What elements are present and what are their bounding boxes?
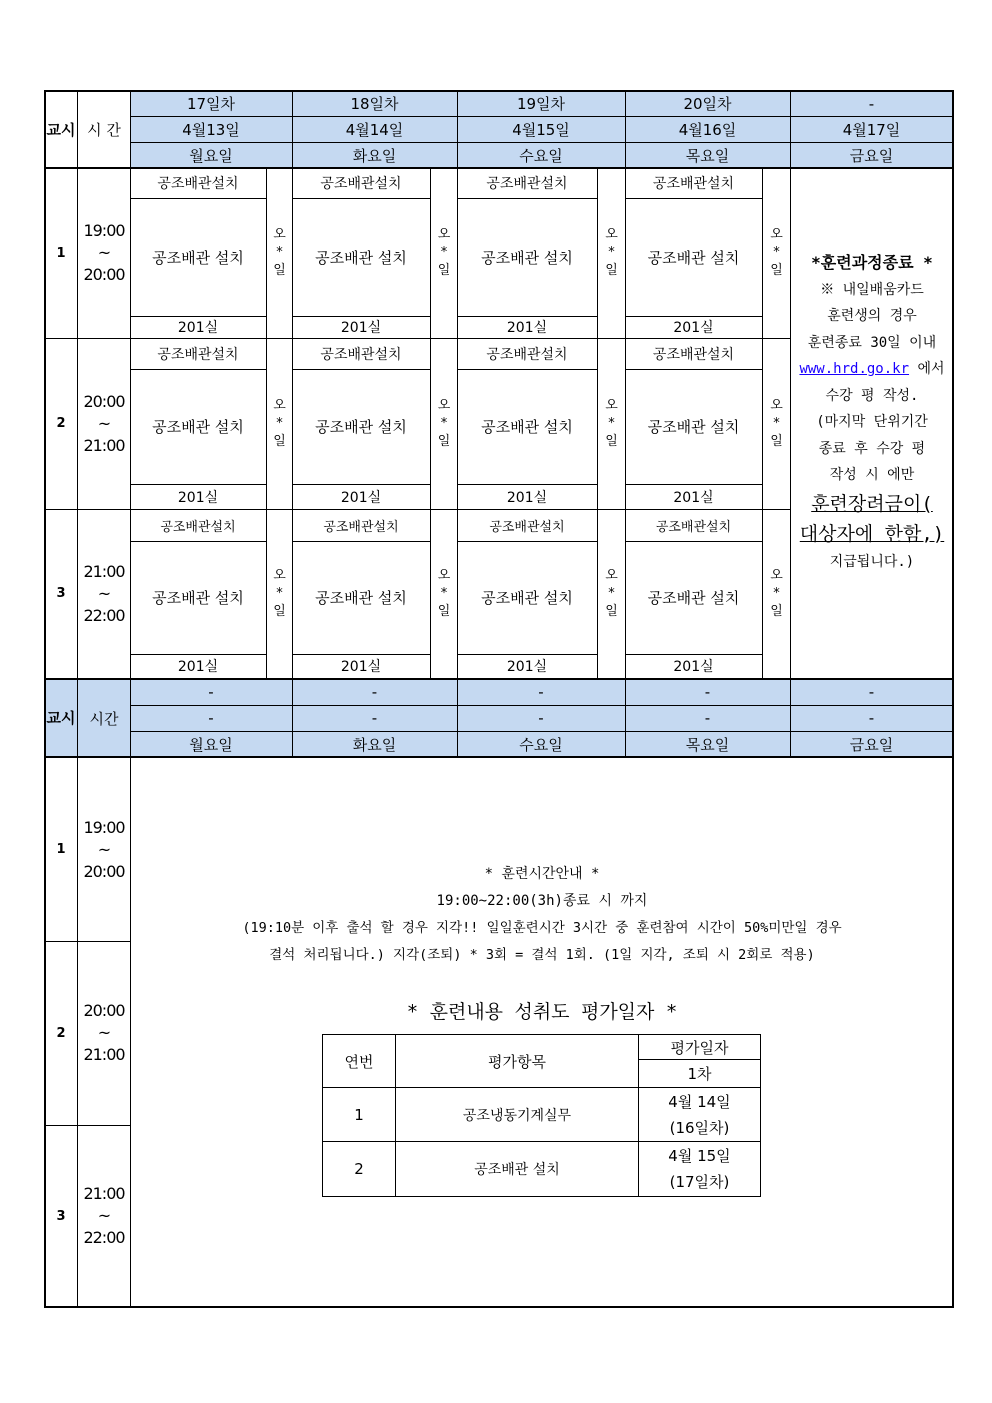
- time-slot: 20:00 ~ 21:00: [83, 391, 125, 455]
- time-slot: 21:00 ~ 22:00: [83, 1184, 125, 1247]
- subject-label: 공조배관설치: [486, 176, 568, 192]
- subject-cell: 공조배관 설치: [647, 418, 740, 436]
- eval-date: 4월 14일 (16일차): [639, 1088, 761, 1142]
- room-label: 201실: [340, 320, 382, 336]
- mark-cell: 오 * 일: [605, 227, 618, 278]
- time-slot: 21:00 ~ 22:00: [83, 561, 125, 625]
- mark-cell: 오 * 일: [770, 227, 783, 278]
- col-item-header: 평가항목: [396, 1035, 639, 1088]
- subject-cell: 공조배관 설치: [152, 248, 244, 267]
- col-no-header: 연번: [323, 1035, 396, 1088]
- mark-cell: 오 * 일: [437, 397, 451, 449]
- weekday-tue: 화요일: [352, 735, 397, 754]
- subject-label: 공조배관설치: [157, 347, 239, 363]
- date-thu: 4월16일: [678, 120, 737, 139]
- period-number: 1: [56, 842, 66, 857]
- eval-item: 공조배관 설치: [396, 1142, 639, 1197]
- subject-cell: 공조배관 설치: [647, 589, 740, 607]
- time-header: 시 간: [87, 121, 121, 139]
- subject-label: 공조배관설치: [160, 520, 236, 535]
- period-number: 2: [56, 1025, 66, 1041]
- day-number-mon: 17일차: [186, 95, 236, 113]
- room-label: 201실: [506, 320, 548, 336]
- subject-cell: 공조배관 설치: [481, 248, 573, 267]
- room-label: 201실: [177, 320, 219, 336]
- room-label: 201실: [177, 489, 219, 506]
- evaluation-title: * 훈련내용 성취도 평가일자 *: [406, 1000, 678, 1023]
- day-number-cell: -: [208, 683, 214, 701]
- subject-label: 공조배관설치: [489, 520, 565, 535]
- subject-label: 공조배관설치: [486, 347, 568, 363]
- date-cell: -: [538, 709, 544, 727]
- period-number: 3: [56, 1208, 66, 1224]
- weekday-wed: 수요일: [519, 146, 563, 165]
- subject-cell: 공조배관 설치: [481, 589, 573, 607]
- mark-cell: 오 * 일: [437, 227, 451, 278]
- day-number-cell: -: [868, 683, 875, 701]
- subject-cell: 공조배관 설치: [481, 418, 573, 436]
- time-header: 시간: [89, 709, 119, 728]
- room-label: 201실: [506, 489, 548, 506]
- hrd-link[interactable]: www.hrd.go.kr: [799, 361, 910, 377]
- weekday-mon: 월요일: [189, 735, 233, 754]
- date-tue: 4월14일: [345, 120, 404, 139]
- course-end-notice: *훈련과정종료 * ※ 내일배움카드 훈련생의 경우 훈련종료 30일 이내 www.hrd.go.kr 에서 수강 평 작성. (마지막 단위기간 종료 후 수강 평 작성 시 에만 훈련장려금이( 대상자에 한함,) 지급됩니다.): [799, 253, 945, 570]
- date-mon: 4월13일: [182, 120, 240, 139]
- notice-line: (19:10분 이후 출석 할 경우 지각!! 일일훈련시간 3시간 중 훈련참여 시간이 50%미만일 경우: [242, 919, 842, 936]
- subject-cell: 공조배관 설치: [315, 589, 407, 607]
- weekday-fri: 금요일: [849, 735, 894, 754]
- room-label: 201실: [340, 489, 382, 506]
- mark-cell: 오 * 일: [437, 567, 451, 619]
- time-slot: 20:00 ~ 21:00: [83, 1001, 125, 1064]
- room-label: 201실: [340, 659, 382, 675]
- subject-label: 공조배관설치: [652, 347, 735, 363]
- col-date-header: 평가일자: [639, 1035, 761, 1060]
- subject-label: 공조배관설치: [320, 347, 402, 363]
- subject-cell: 공조배관 설치: [315, 248, 407, 267]
- notice-line: 결석 처리됩니다.) 지각(조퇴) * 3회 = 결석 1회. (1일 지각, 조퇴 시 2회로 적용): [269, 946, 815, 963]
- subject-cell: 공조배관 설치: [647, 248, 740, 267]
- period-number: 2: [56, 416, 66, 431]
- day-number-fri: -: [868, 94, 875, 113]
- room-label: 201실: [673, 659, 714, 675]
- weekday-tue: 화요일: [352, 146, 397, 165]
- period-header: 교시: [46, 120, 76, 139]
- period-number: 3: [56, 586, 66, 601]
- notice-hours: 19:00~22:00(3h)종료 시 까지: [436, 892, 648, 909]
- eval-no: 1: [323, 1088, 396, 1142]
- day-number-tue: 18일차: [350, 95, 399, 113]
- weekday-fri: 금요일: [849, 146, 894, 165]
- date-cell: -: [704, 709, 711, 727]
- time-slot: 19:00 ~ 20:00: [83, 817, 125, 881]
- mark-cell: 오 * 일: [273, 397, 286, 449]
- eval-no: 2: [323, 1142, 396, 1197]
- mark-cell: 오 * 일: [605, 567, 618, 619]
- date-cell: -: [208, 709, 214, 727]
- time-slot: 19:00 ~ 20:00: [83, 221, 125, 284]
- mark-cell: 오 * 일: [605, 397, 618, 449]
- day-number-cell: -: [538, 683, 544, 701]
- date-fri: 4월17일: [842, 120, 901, 139]
- notice-title: * 훈련시간안내 *: [484, 865, 600, 882]
- weekday-mon: 월요일: [189, 146, 233, 165]
- date-cell: -: [371, 709, 378, 727]
- subject-label: 공조배관설치: [320, 176, 402, 192]
- table-row: [323, 1088, 761, 1142]
- mark-cell: 오 * 일: [273, 227, 286, 278]
- subject-label: 공조배관설치: [323, 520, 399, 535]
- room-label: 201실: [673, 489, 714, 506]
- period-number: 1: [56, 245, 66, 261]
- room-label: 201실: [673, 320, 714, 336]
- subject-cell: 공조배관 설치: [152, 589, 244, 607]
- mark-cell: 오 * 일: [770, 567, 783, 619]
- eval-date: 4월 15일 (17일차): [639, 1142, 761, 1197]
- subject-label: 공조배관설치: [157, 176, 239, 192]
- subject-cell: 공조배관 설치: [152, 418, 244, 436]
- day-number-wed: 19일차: [516, 95, 566, 113]
- col-round-header: 1차: [639, 1060, 761, 1088]
- table-row: [323, 1142, 761, 1197]
- subject-label: 공조배관설치: [655, 520, 732, 535]
- mark-cell: 오 * 일: [273, 567, 286, 619]
- day-number-cell: -: [371, 683, 378, 701]
- room-label: 201실: [506, 659, 548, 675]
- day-number-cell: -: [704, 683, 711, 701]
- date-cell: -: [868, 709, 875, 727]
- date-wed: 4월15일: [512, 120, 570, 139]
- subject-label: 공조배관설치: [652, 176, 735, 192]
- evaluation-table: [322, 1034, 761, 1197]
- room-label: 201실: [177, 659, 219, 675]
- day-number-thu: 20일차: [683, 95, 732, 113]
- period-header: 교시: [46, 709, 76, 727]
- subject-cell: 공조배관 설치: [315, 418, 407, 436]
- weekday-wed: 수요일: [519, 735, 563, 754]
- eval-item: 공조냉동기계실무: [396, 1088, 639, 1142]
- weekday-thu: 목요일: [685, 735, 730, 754]
- weekday-thu: 목요일: [685, 146, 730, 165]
- mark-cell: 오 * 일: [770, 397, 783, 449]
